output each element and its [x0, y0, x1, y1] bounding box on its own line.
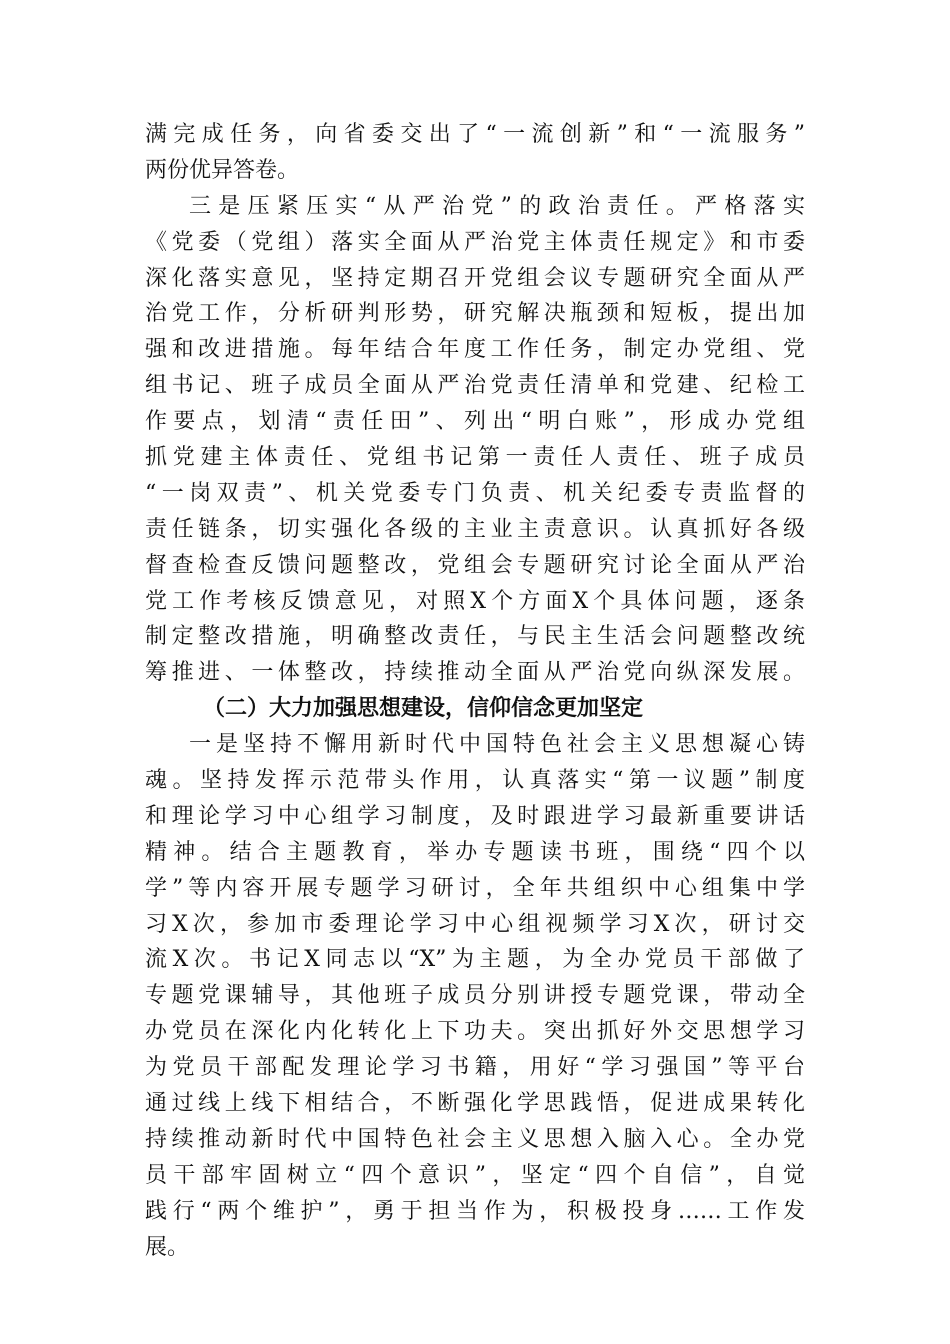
section-heading: （二）大力加强思想建设，信仰信念更加坚定	[203, 695, 644, 722]
text-line: 筹推进、一体整改，持续推动全面从严治党向纵深发展。	[145, 660, 805, 686]
text-line: 流X次。书记X同志以“X”为主题，为全办党员干部做了	[145, 947, 805, 973]
text-line: 办党员在深化内化转化上下功夫。突出抓好外交思想学习	[145, 1019, 805, 1045]
text-line: 责任链条，切实强化各级的主业主责意识。认真抓好各级	[145, 516, 805, 542]
text-line: 通过线上线下相结合，不断强化学思践悟，促进成果转化	[145, 1091, 805, 1117]
text-line: 《党委（党组）落实全面从严治党主体责任规定》和市委	[145, 229, 805, 255]
text-line: 展。	[145, 1234, 190, 1260]
text-line: 和理论学习中心组学习制度，及时跟进学习最新重要讲话	[145, 803, 805, 829]
text-line: “一岗双责”、机关党委专门负责、机关纪委专责监督的	[145, 480, 805, 506]
text-line: 精神。结合主题教育，举办专题读书班，围绕“四个以	[145, 839, 805, 865]
text-line: 抓党建主体责任、党组书记第一责任人责任、班子成员	[145, 445, 805, 471]
text-line: 为党员干部配发理论学习书籍，用好“学习强国”等平台	[145, 1055, 805, 1081]
text-line: 党工作考核反馈意见，对照X个方面X个具体问题，逐条	[145, 588, 805, 614]
text-line: 魂。坚持发挥示范带头作用，认真落实“第一议题”制度	[145, 768, 805, 794]
text-line: 督查检查反馈问题整改，党组会专题研究讨论全面从严治	[145, 552, 805, 578]
text-line: 习X次，参加市委理论学习中心组视频学习X次，研讨交	[145, 911, 805, 937]
text-line: 满完成任务，向省委交出了“一流创新”和“一流服务”	[145, 122, 805, 147]
paragraph-start-line: 三是压紧压实“从严治党”的政治责任。严格落实	[189, 193, 805, 219]
text-line: 两份优异答卷。	[145, 157, 300, 183]
text-line: 制定整改措施，明确整改责任，与民主生活会问题整改统	[145, 624, 805, 650]
text-line: 治党工作，分析研判形势，研究解决瓶颈和短板，提出加	[145, 301, 805, 327]
text-line: 组书记、班子成员全面从严治党责任清单和党建、纪检工	[145, 373, 805, 399]
document-body	[145, 117, 805, 1266]
text-line: 员干部牢固树立“四个意识”，坚定“四个自信”，自觉	[145, 1162, 805, 1188]
text-line: 持续推动新时代中国特色社会主义思想入脑入心。全办党	[145, 1126, 805, 1152]
text-line: 强和改进措施。每年结合年度工作任务，制定办党组、党	[145, 337, 805, 363]
text-line: 作要点，划清“责任田”、列出“明白账”，形成办党组	[145, 409, 805, 435]
paragraph-start-line: 一是坚持不懈用新时代中国特色社会主义思想凝心铸	[189, 732, 805, 758]
text-line: 学”等内容开展专题学习研讨，全年共组织中心组集中学	[145, 875, 805, 901]
text-line: 专题党课辅导，其他班子成员分别讲授专题党课，带动全	[145, 983, 805, 1009]
text-line: 深化落实意见，坚持定期召开党组会议专题研究全面从严	[145, 265, 805, 291]
text-line: 践行“两个维护”，勇于担当作为，积极投身……工作发	[145, 1198, 805, 1224]
